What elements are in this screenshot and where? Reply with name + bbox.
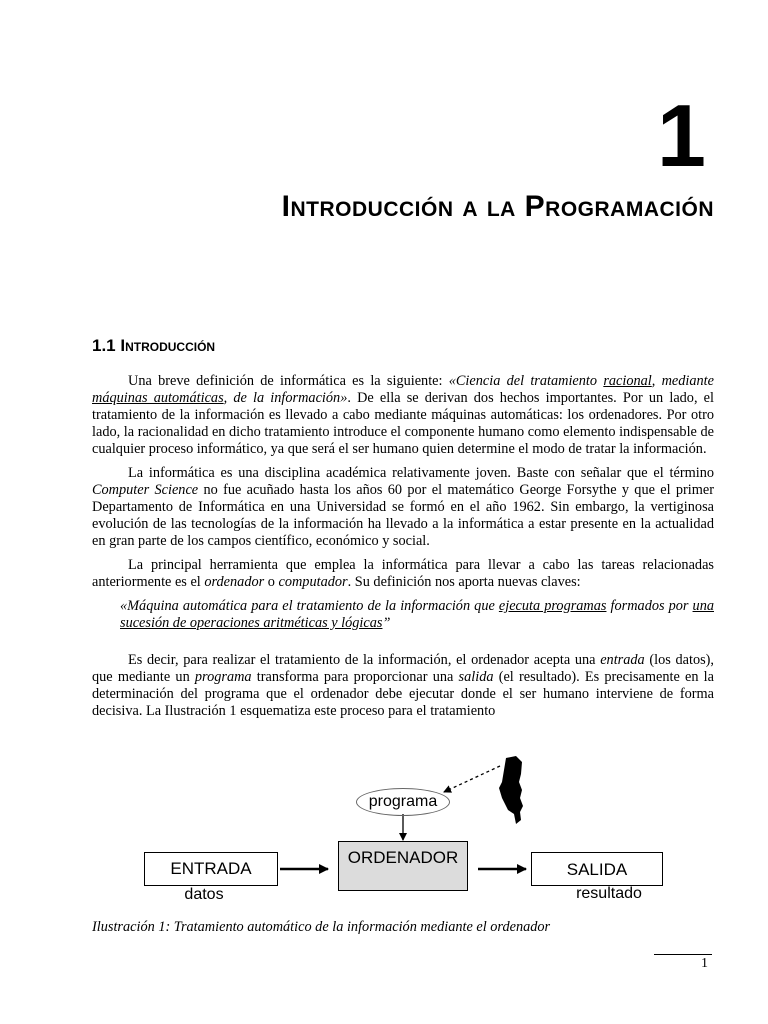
text-run: . Su definición nos aporta nuevas claves: [347,574,581,590]
definition-quote [92,598,714,632]
italic-term: entrada [600,652,645,668]
dashed-arrow [444,766,500,792]
text-run: transforma para proporcionar una [251,669,459,685]
paragraph-1 [92,373,714,458]
text-run: La principal herramienta que emplea la informática para llevar a cabo las tareas relacionadas anteriormente es el [92,557,714,590]
underlined-term: máquinas automáticas [92,390,224,406]
human-head-icon [499,756,523,824]
footer-rule [654,954,712,955]
text-run: Es decir, para realizar el tratamiento de la información, el ordenador acepta una [128,652,601,668]
italic-term: salida [458,669,494,685]
text-run: Una breve definición de informática es la siguiente: [128,373,449,389]
italic-term: programa [194,669,252,685]
ordenador-box: ORDENADOR [338,841,468,891]
text-run: «Máquina automática para el tratamiento de la información que [120,598,499,614]
text-run: o [264,574,279,590]
paragraph-2 [92,465,714,550]
entrada-box: ENTRADA [144,852,278,886]
figure-caption: Ilustración 1: Tratamiento automático de la información mediante el ordenador [92,919,551,935]
datos-label: datos [184,886,224,903]
text-run: formados por [606,598,693,614]
italic-term: computador [278,574,348,590]
italic-term: ordenador [204,574,265,590]
underlined-term: racional [603,373,652,389]
section-heading: 1.1 Introducción [92,336,216,355]
salida-box: SALIDA [531,852,663,886]
text-run: (el resultado). Es precisamente en la determinación del programa que el ordenador debe ejecutar donde el ser humano interviene de forma decisiva. La Ilustración 1 esquematiza este proceso para el tratamiento [92,669,714,719]
text-run: (los datos), que mediante un [92,652,714,685]
resultado-label: resultado [576,885,642,902]
page-number: 1 [701,956,708,971]
text-run: . De ella se derivan dos hechos importantes. Por un lado, el tratamiento de la información es llevado a cabo mediante máquinas automáticas: los ordenadores. Por otro lado, la racionalidad en dicho tratamiento introduce el componente humano como elemento indispensable de cualquier proceso informático, ya que será el ser humano quien determine el modo de tratar la información. [92,390,715,457]
chapter-number: 1 [657,86,706,185]
italic-term: Computer Science [92,482,199,498]
body-text [92,373,714,727]
underlined-term: ejecuta programas [498,598,607,614]
programa-oval: programa [356,788,450,816]
process-diagram [92,752,712,912]
text-run: La informática es una disciplina académica relativamente joven. Baste con señalar que el término [128,465,714,481]
text-run: «Ciencia del tratamiento [448,373,604,389]
paragraph-3 [92,557,714,591]
chapter-title: Introducción a la Programación [281,190,714,223]
text-run: ” [382,615,391,631]
text-run: , de la información» [223,390,348,406]
paragraph-4 [92,652,714,720]
underlined-term: una sucesión de operaciones aritméticas y lógicas [120,598,714,631]
text-run: , mediante [651,373,714,389]
text-run: no fue acuñado hasta los años 60 por el matemático George Forsythe y que el primer Departamento de Informática en una Universidad se formó en el año 1962. Sin embargo, la vertiginosa evolución de las tecnologías de la información ha llevado a la informática a estar presente en la actualidad en gran parte de los campos científico, económico y social. [92,482,714,549]
